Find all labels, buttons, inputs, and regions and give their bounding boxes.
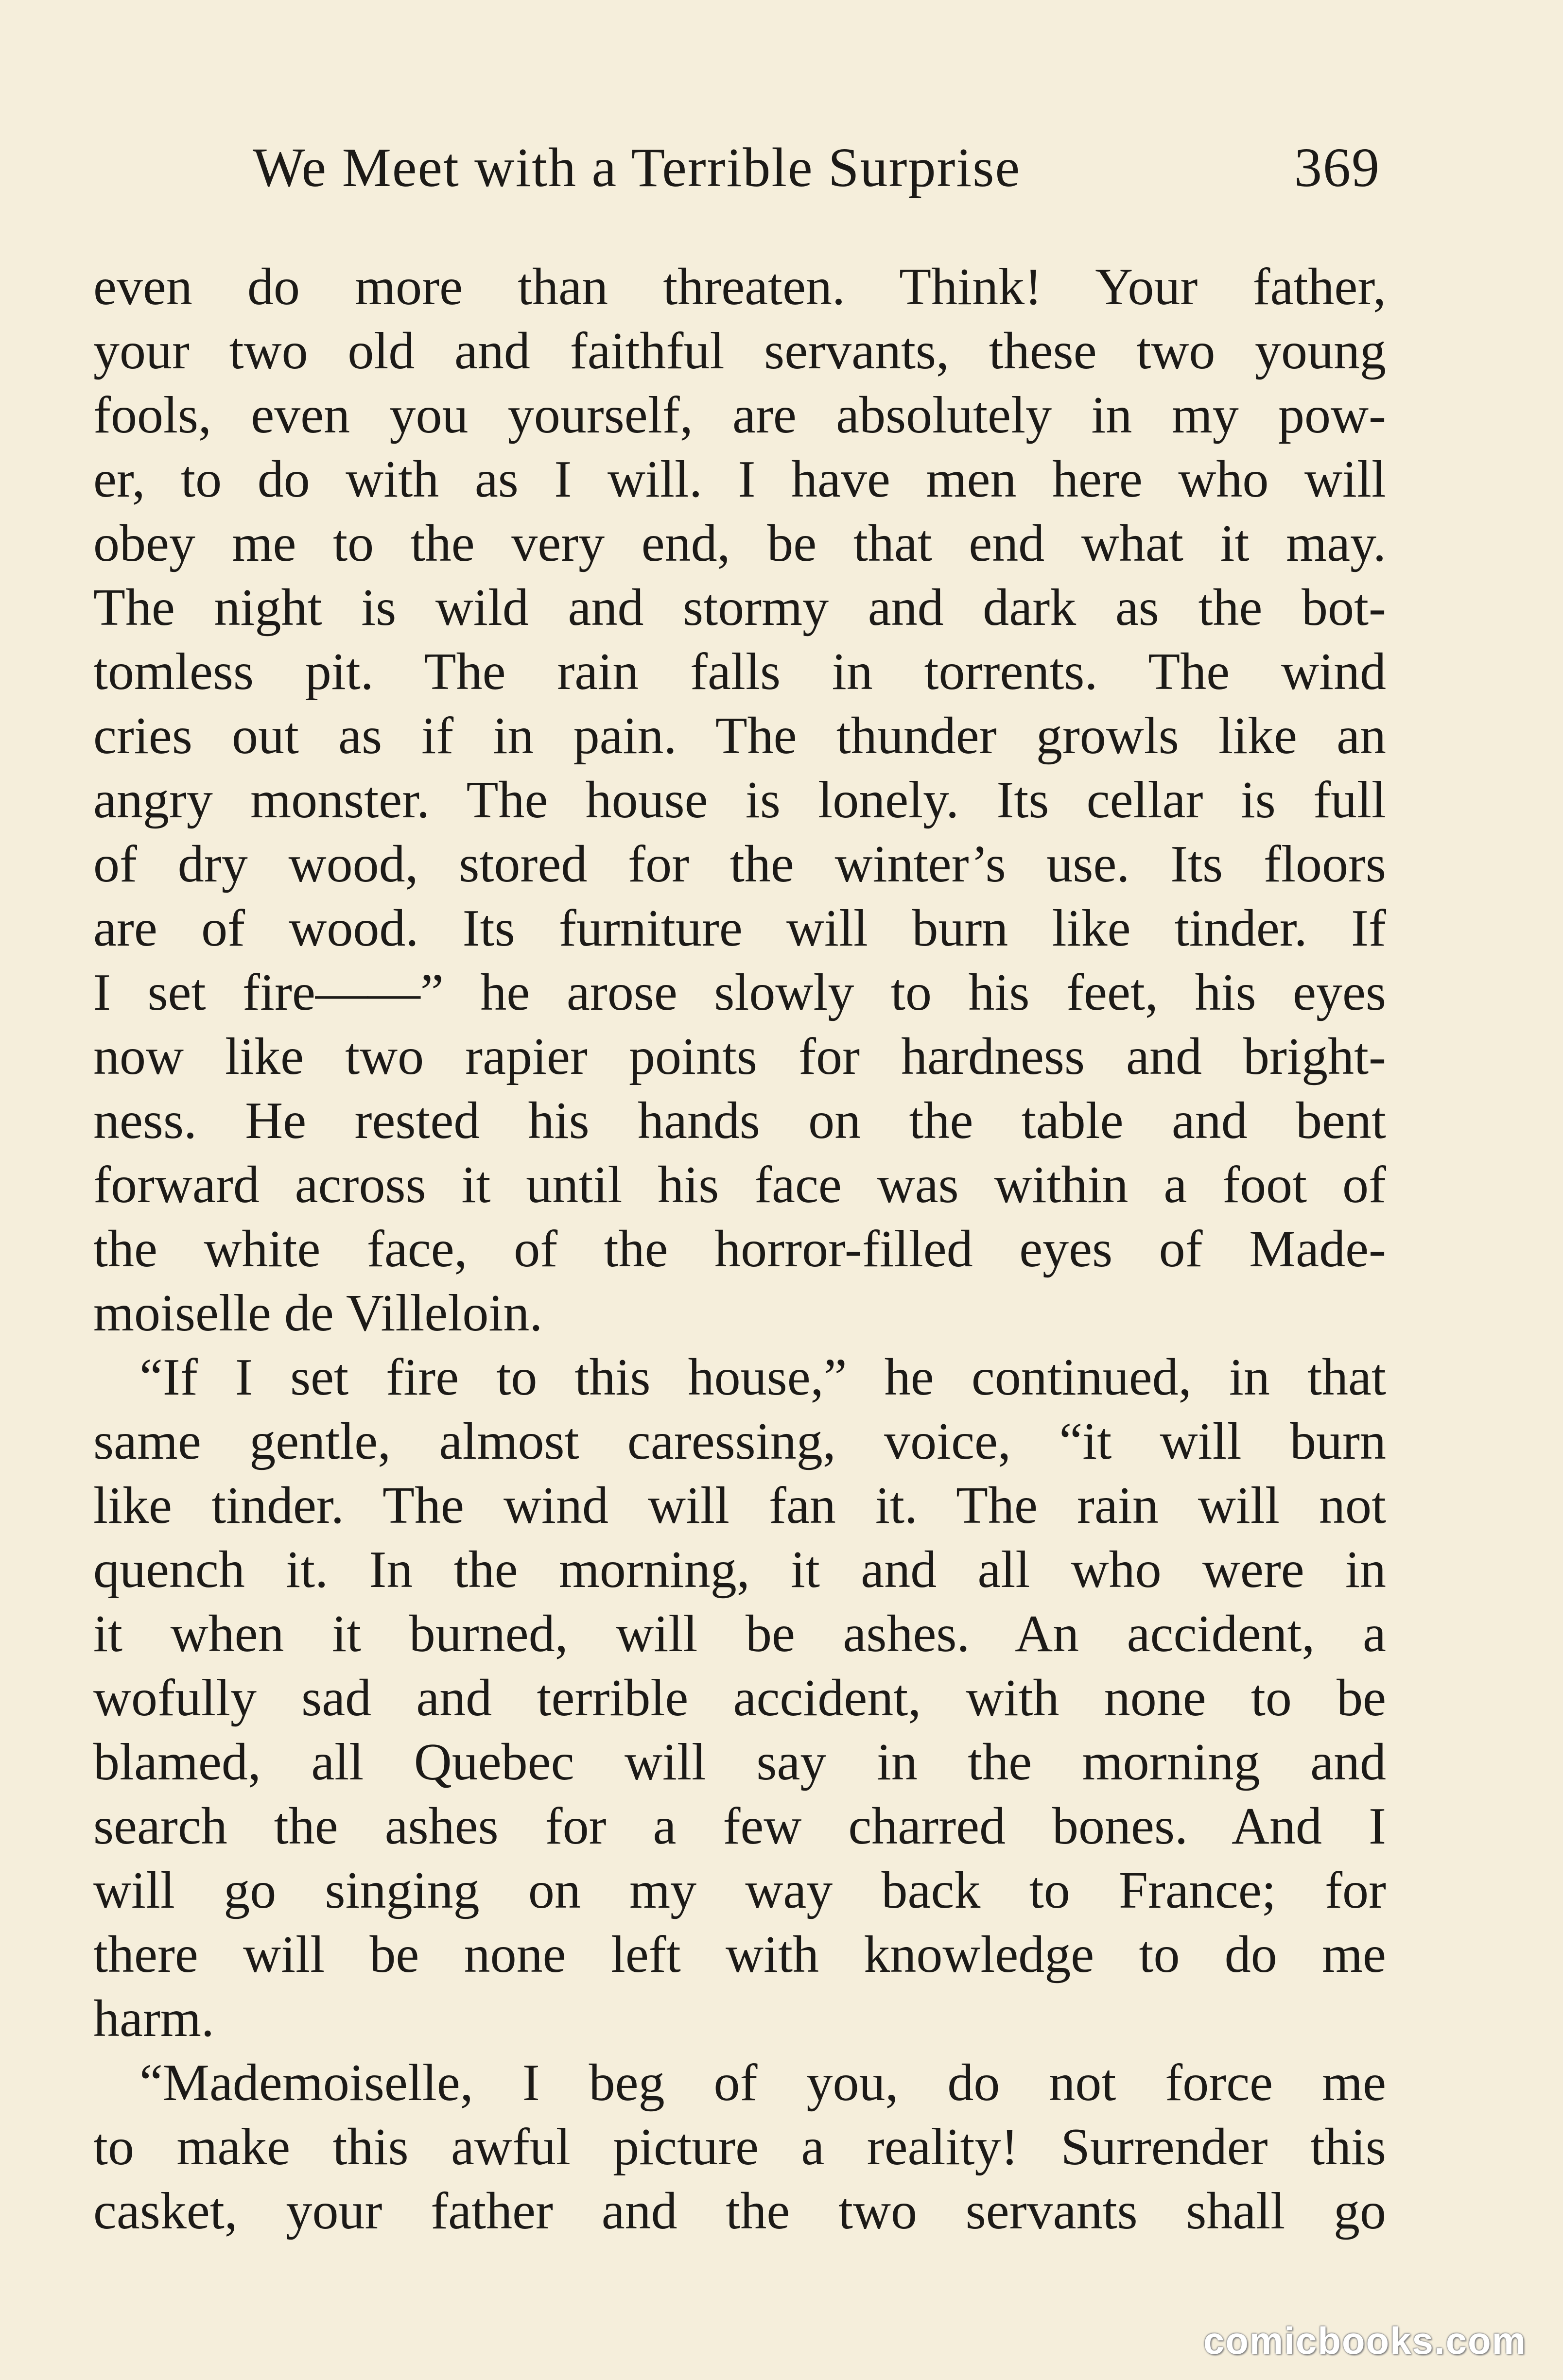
text-line: the white face, of the horror-filled eyes of Made- (93, 1220, 1386, 1278)
text-line: I set fire——” he arose slowly to his feet, his eyes (93, 964, 1386, 1021)
text-line: there will be none left with knowledge to do me (93, 1926, 1386, 1983)
text-line: The night is wild and stormy and dark as the bot- (93, 579, 1386, 637)
paragraph-start-line: “If I set fire to this house,” he continued, in that (139, 1348, 1386, 1406)
text-line: will go singing on my way back to France; for (93, 1862, 1386, 1919)
text-line: quench it. In the morning, it and all who were in (93, 1541, 1386, 1599)
text-line: like tinder. The wind will fan it. The rain will not (93, 1477, 1386, 1535)
paragraph-end-line: moiselle de Villeloin. (93, 1284, 543, 1342)
text-line: your two old and faithful servants, these two young (93, 322, 1386, 380)
text-line: wofully sad and terrible accident, with none to be (93, 1669, 1386, 1727)
paragraph-start-line: “Mademoiselle, I beg of you, do not force me (139, 2054, 1386, 2112)
text-line: er, to do with as I will. I have men here who will (93, 450, 1386, 508)
text-line: of dry wood, stored for the winter’s use. Its floors (93, 835, 1386, 893)
paragraph-end-line: harm. (93, 1990, 214, 2048)
text-line: same gentle, almost caressing, voice, “it will burn (93, 1413, 1386, 1470)
body-text (93, 255, 1386, 2243)
text-line: angry monster. The house is lonely. Its cellar is full (93, 771, 1386, 829)
text-line: even do more than threaten. Think! Your father, (93, 258, 1386, 316)
text-line: casket, your father and the two servants shall go (93, 2182, 1386, 2240)
text-line: to make this awful picture a reality! Surrender this (93, 2118, 1386, 2176)
running-head (253, 129, 1380, 207)
text-line: search the ashes for a few charred bones. And I (93, 1797, 1386, 1855)
text-line: forward across it until his face was within a foot of (93, 1156, 1386, 1214)
text-line: obey me to the very end, be that end what it may. (93, 515, 1386, 572)
watermark: comicbooks.com (1203, 2319, 1527, 2362)
text-line: are of wood. Its furniture will burn like tinder. If (93, 899, 1386, 957)
chapter-title: We Meet with a Terrible Surprise (253, 137, 1021, 198)
text-line: tomless pit. The rain falls in torrents. The wind (93, 643, 1386, 701)
text-line: it when it burned, will be ashes. An accident, a (93, 1605, 1386, 1663)
text-line: ness. He rested his hands on the table and bent (93, 1092, 1386, 1150)
text-line: blamed, all Quebec will say in the morning and (93, 1733, 1386, 1791)
text-line: now like two rapier points for hardness and bright- (93, 1028, 1386, 1086)
text-line: cries out as if in pain. The thunder growls like an (93, 707, 1386, 765)
text-line: fools, even you yourself, are absolutely in my pow- (93, 386, 1386, 444)
page-number: 369 (1294, 137, 1380, 198)
